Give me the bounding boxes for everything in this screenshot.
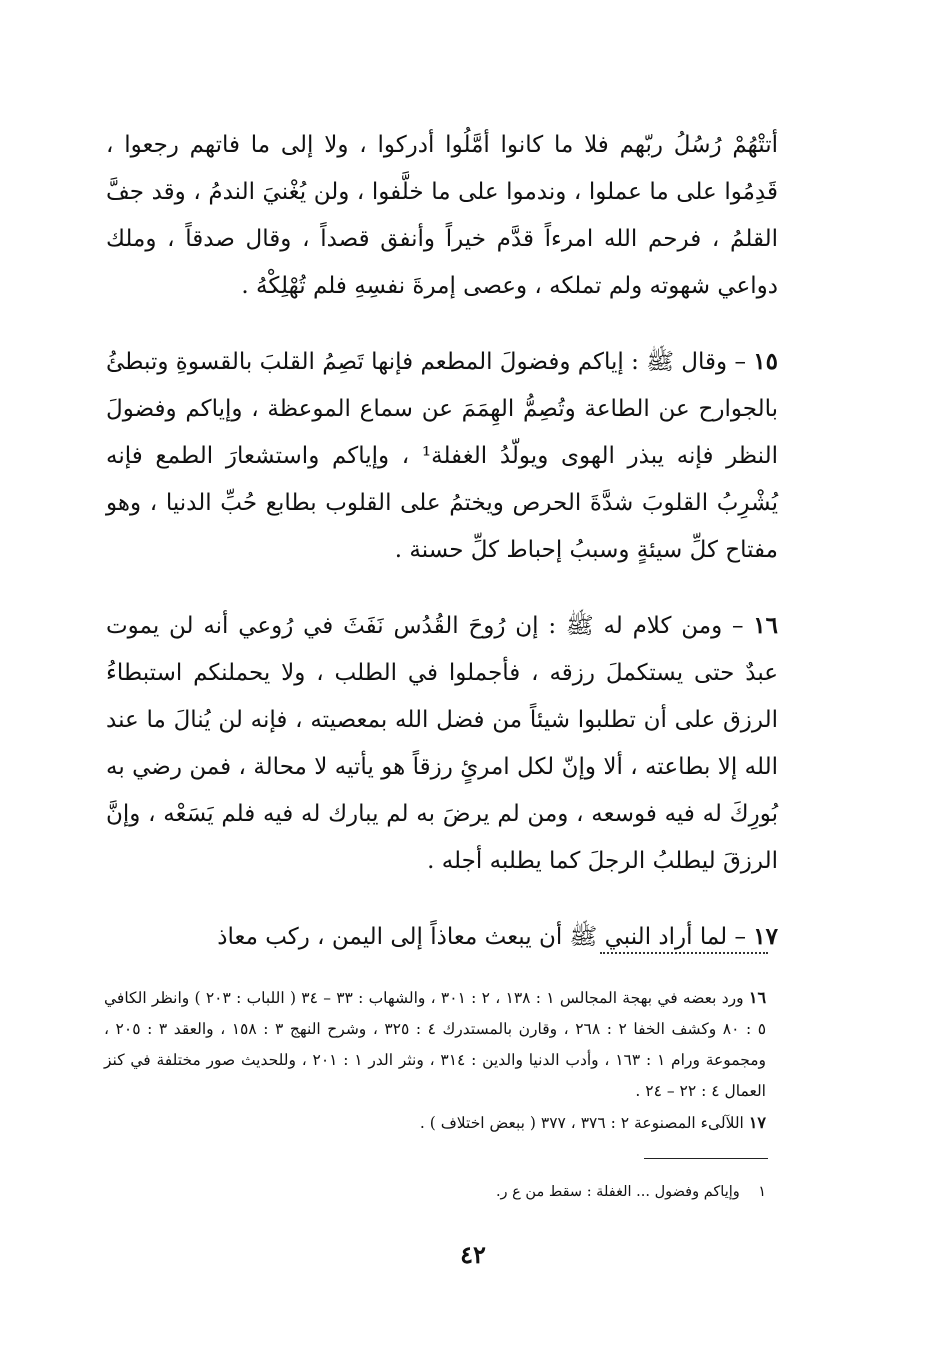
paragraph-text: – وقال ﷺ : إياكم وفضولَ المطعم فإنها تَصِمُ القلبَ بالقسوةِ وتبطئُ بالجوارح عن الطاعة وتُصِمُّ الهِمَمَ عن سماع الموعظة ، وإياكم وفضولَ النظر فإنه يبذر الهوى ويولّدُ الغفلة¹ ، وإياكم واستشعارَ الطمع فإنه يُشْرِبُ القلوبَ شدَّةَ الحرص ويختمُ على القلوب بطابع حُبِّ الدنيا ، وهو مفتاح كلِّ سيئةٍ وسببُ إحباط كلِّ حسنة . bbox=[106, 349, 778, 563]
note-number: ١٦ bbox=[748, 988, 767, 1007]
paragraph-number: ١٦ bbox=[753, 612, 778, 639]
main-text bbox=[106, 122, 778, 989]
page-number: ٤٢ bbox=[460, 1240, 486, 1269]
paragraph-continuation bbox=[106, 122, 778, 310]
note-16 bbox=[104, 982, 766, 1107]
note-text: ورد بعضه في بهجة المجالس ١ : ١٣٨ ، ٢ : ٣٠١ ، والشهاب : ٣٣ – ٣٤ ( اللباب : ٢٠٣ ) وانظر الكافي ٥ : ٨٠ وكشف الخفا ٢ : ٢٦٨ ، وقارن بالمستدرك ٤ : ٣٢٥ ، وشرح النهج ٣ : ١٥٨ ، والعقد ٣ : ٢٠٥ ، ومجموعة ورام ١ : ١٦٣ ، وأدب الدنيا والدين : ٣١٤ ، ونثر الدر ١ : ٢٠١ ، وللحديث صور مختلفة في كنز العمال ٤ : ٢٢ – ٢٤ . bbox=[104, 989, 767, 1100]
notes-separator bbox=[600, 952, 768, 954]
paragraph-number: ١٧ bbox=[753, 923, 778, 950]
source-notes bbox=[104, 982, 766, 1139]
note-number: ١٧ bbox=[748, 1113, 766, 1132]
footnote-rule bbox=[644, 1158, 768, 1159]
paragraph-text: – ومن كلام له ﷺ : إن رُوحَ القُدُس نَفَثَ في رُوعي أنه لن يموت عبدٌ حتى يستكملَ رزقه ، فأجملوا في الطلب ، ولا يحملنكم استبطاءُ الرزق على أن تطلبوا شيئاً من فضل الله بمعصيته ، فإنه لن يُنالَ ما عند الله إلا بطاعته ، ألا وإنّ لكل امرئٍ رزقاً هو يأتيه لا محالة ، فمن رضي به بُورِكَ له فيه فوسعه ، ومن لم يرضَ به لم يبارك له فيه فلم يَسَعْه ، وإنَّ الرزقَ ليطلبُ الرجلَ كما يطلبه أجله . bbox=[106, 613, 778, 874]
footnote bbox=[380, 1178, 766, 1206]
paragraph-15 bbox=[106, 338, 778, 574]
footnote-number: ١ bbox=[758, 1184, 766, 1200]
footnote-text: وإياكم وفضول ... الغفلة : سقط من ع ر. bbox=[495, 1184, 740, 1200]
note-text: اللآلىء المصنوعة ٢ : ٣٧٦ ، ٣٧٧ ( ببعض اختلاف ) . bbox=[419, 1114, 744, 1132]
note-17 bbox=[104, 1107, 766, 1139]
paragraph-text: أتتْهُمْ رُسُلُ ربّهم فلا ما كانوا أمَّلُوا أدركوا ، ولا إلى ما فاتهم رجعوا ، قَدِمُوا على ما عملوا ، وندموا على ما خلَّفوا ، ولن يُغْنيَ الندمُ ، وقد جفَّ القلمُ ، فرحم الله امرءاً قدَّم خيراً وأنفق قصداً ، وقال صدقاً ، وملك دواعي شهوته ولم تملكه ، وعصى إمرةَ نفسِهِ فلم تُهْلِكْهُ . bbox=[106, 132, 778, 299]
paragraph-number: ١٥ bbox=[753, 348, 778, 375]
paragraph-text: – لما أراد النبي ﷺ أن يبعث معاذاً إلى اليمن ، ركب معاذ bbox=[217, 924, 746, 950]
paragraph-16 bbox=[106, 602, 778, 885]
